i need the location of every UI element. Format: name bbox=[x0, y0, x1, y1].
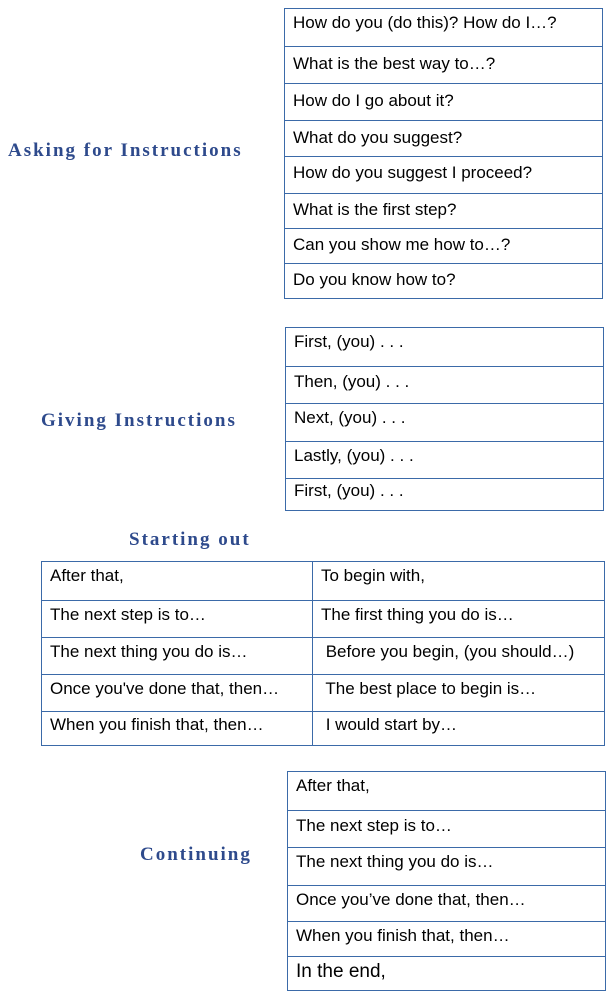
table-cell: The best place to begin is… bbox=[321, 679, 537, 698]
table-cell: I would start by… bbox=[321, 715, 458, 734]
table-cell: After that, bbox=[42, 562, 313, 600]
table-row bbox=[42, 674, 604, 711]
list-item: Next, (you) . . . bbox=[286, 403, 603, 441]
list-item: Can you show me how to…? bbox=[285, 228, 602, 263]
list-item: How do you suggest I proceed? bbox=[285, 156, 602, 193]
list-item: How do I go about it? bbox=[285, 83, 602, 120]
list-item: What is the first step? bbox=[285, 193, 602, 228]
list-item: When you finish that, then… bbox=[288, 921, 605, 956]
table-cell: Before you begin, (you should…) bbox=[321, 642, 575, 661]
list-item: The next thing you do is… bbox=[288, 847, 605, 885]
table-row bbox=[42, 637, 604, 674]
table-row bbox=[42, 562, 604, 600]
giving-table bbox=[285, 327, 604, 511]
table-row bbox=[42, 600, 604, 637]
starting-table bbox=[41, 561, 605, 746]
table-cell: When you finish that, then… bbox=[42, 712, 313, 745]
table-cell: The first thing you do is… bbox=[321, 605, 514, 624]
table-cell: Once you've done that, then… bbox=[42, 675, 313, 711]
table-cell: To begin with, bbox=[321, 566, 425, 585]
asking-heading: Asking for Instructions bbox=[8, 140, 243, 161]
table-cell: The next step is to… bbox=[42, 601, 313, 637]
list-item: What is the best way to…? bbox=[285, 46, 602, 83]
list-item: Lastly, (you) . . . bbox=[286, 441, 603, 478]
table-row bbox=[42, 711, 604, 745]
giving-heading: Giving Instructions bbox=[41, 410, 237, 431]
list-item: First, (you) . . . bbox=[294, 332, 404, 351]
list-item: Do you know how to? bbox=[285, 263, 602, 298]
starting-heading: Starting out bbox=[129, 529, 251, 550]
continuing-heading: Continuing bbox=[140, 844, 252, 865]
list-item: The next step is to… bbox=[288, 810, 605, 847]
list-item: After that, bbox=[296, 776, 370, 795]
list-item: How do you (do this)? How do I…? bbox=[293, 13, 557, 32]
list-item: What do you suggest? bbox=[285, 120, 602, 156]
list-item: Then, (you) . . . bbox=[286, 366, 603, 403]
table-cell: The next thing you do is… bbox=[42, 638, 313, 674]
continuing-table bbox=[287, 771, 606, 991]
asking-table bbox=[284, 8, 603, 299]
list-item: In the end, bbox=[288, 956, 605, 990]
list-item: First, (you) . . . bbox=[286, 478, 603, 510]
list-item: Once you’ve done that, then… bbox=[288, 885, 605, 921]
